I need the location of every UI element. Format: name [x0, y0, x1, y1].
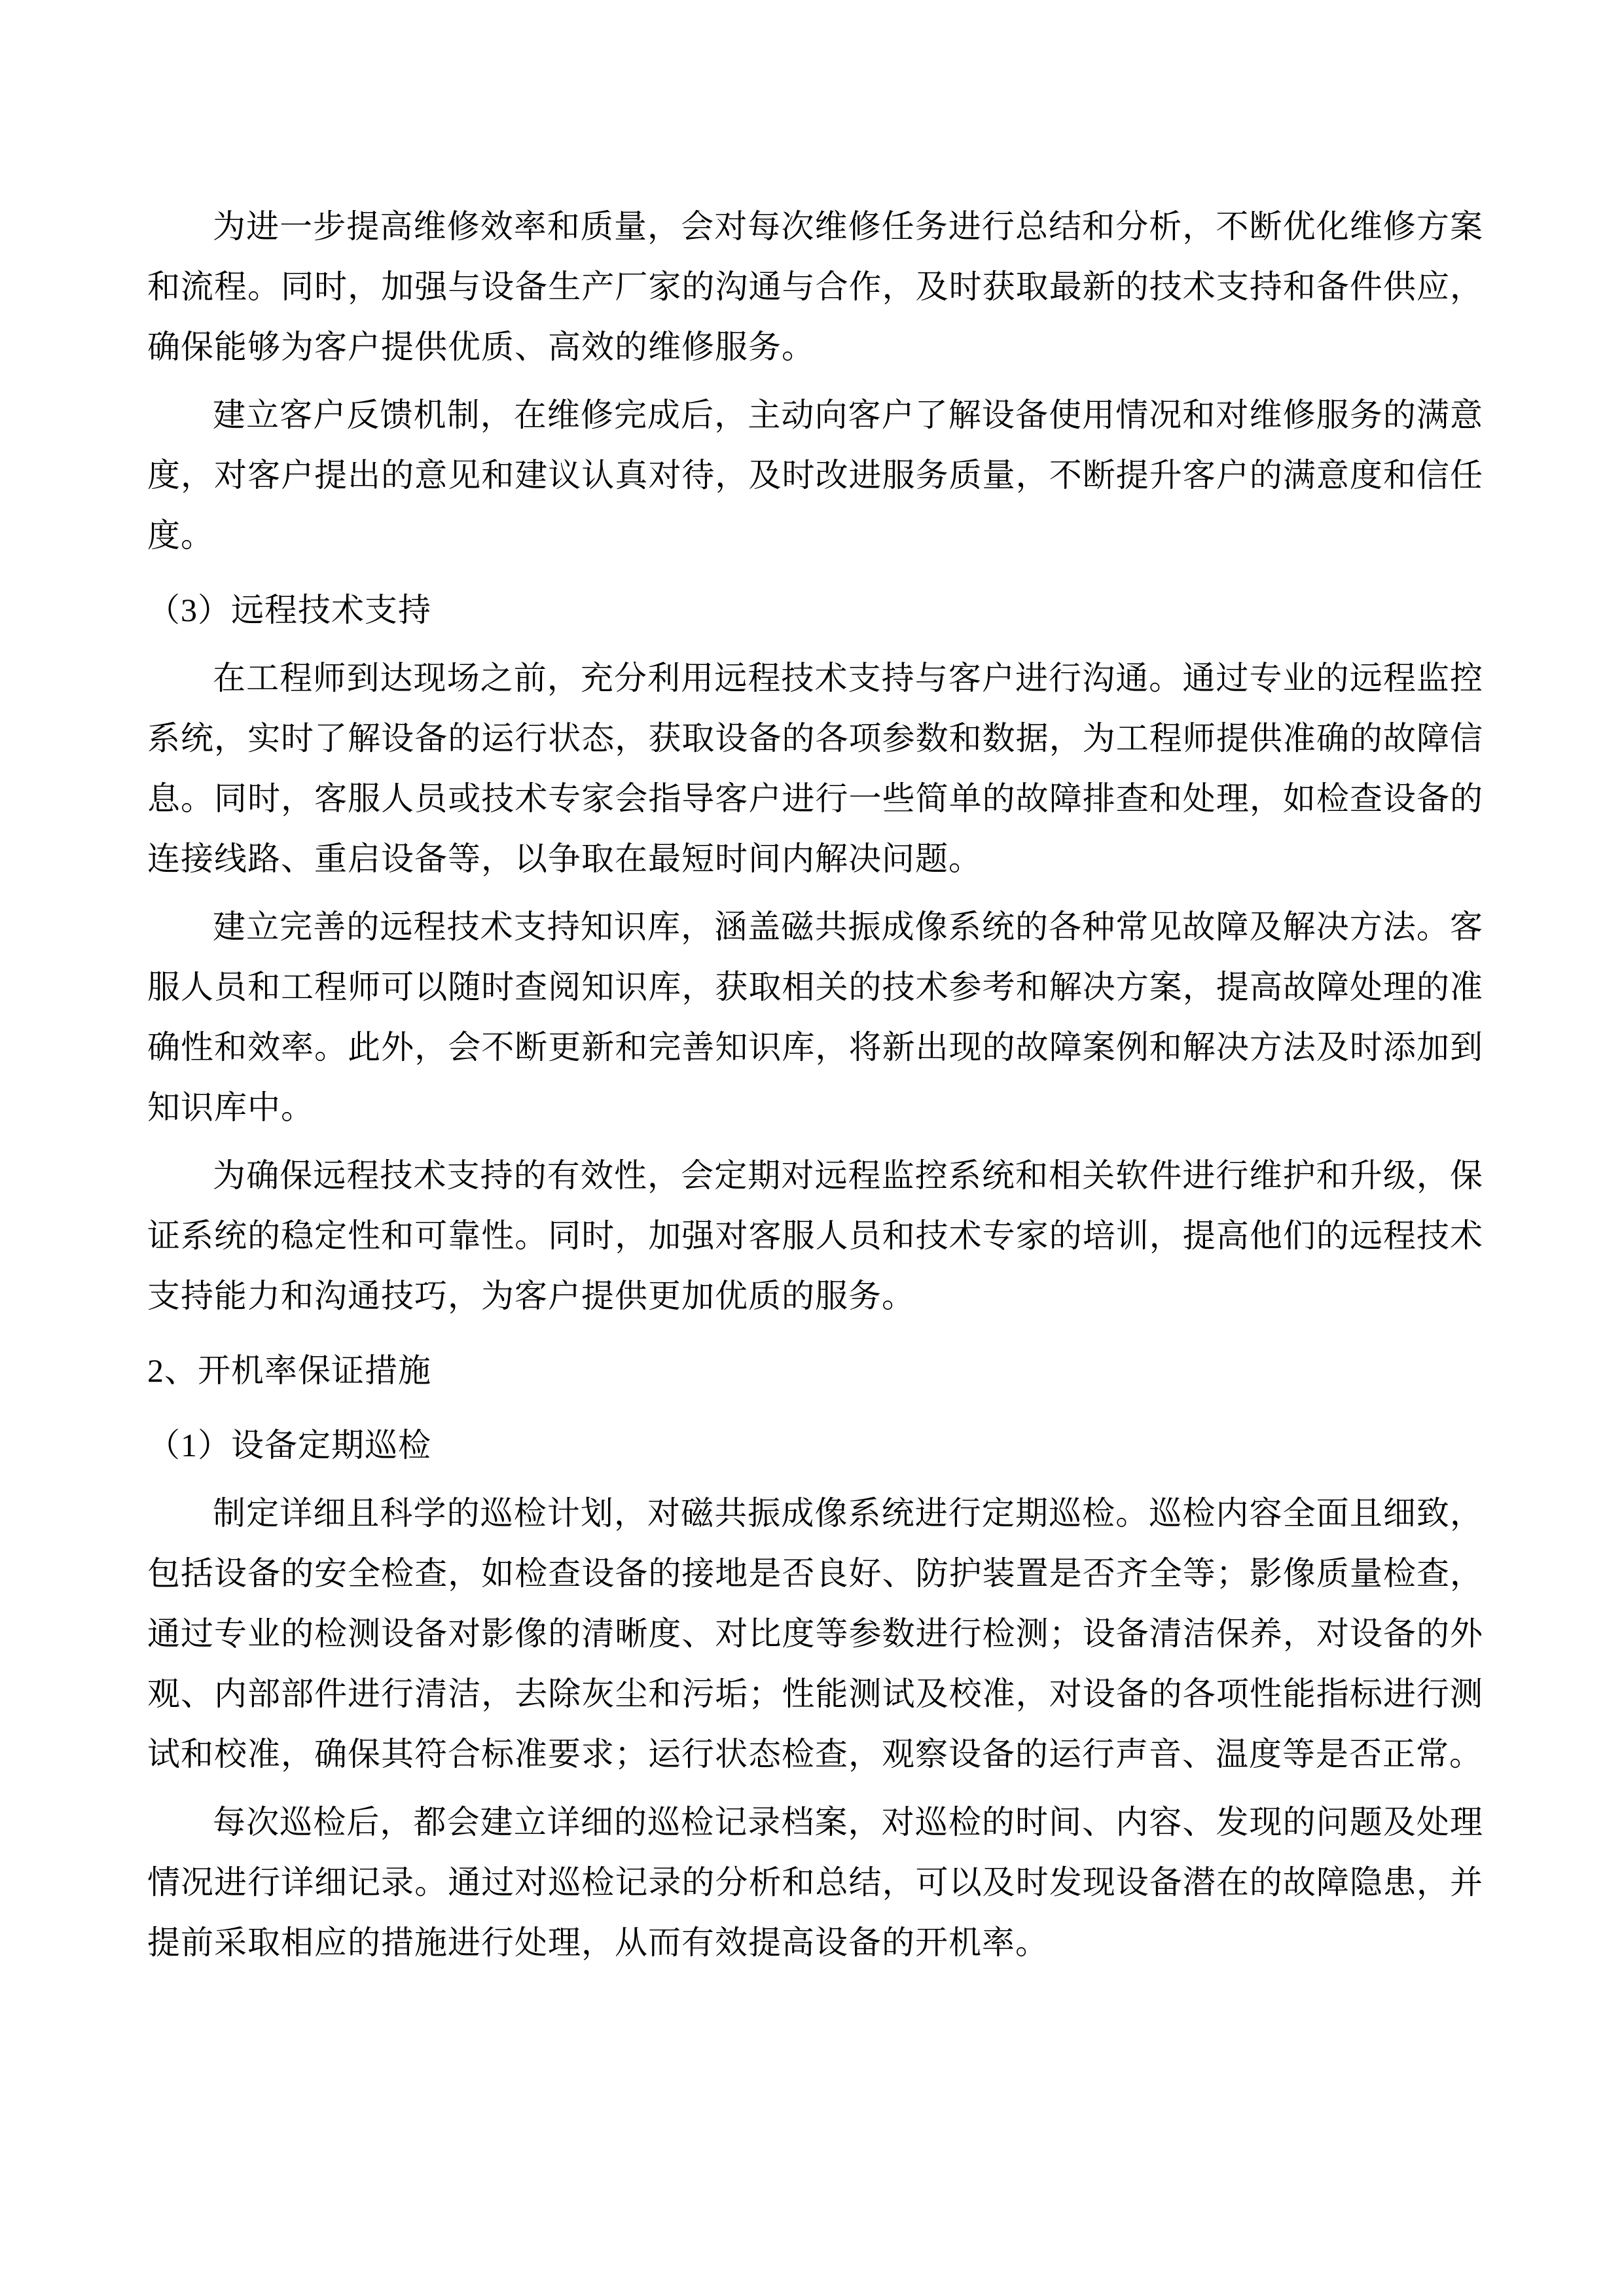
body-paragraph: 制定详细且科学的巡检计划，对磁共振成像系统进行定期巡检。巡检内容全面且细致，包括设备的安全检查，如检查设备的接地是否良好、防护装置是否齐全等；影像质量检查，通过专业的检测设备对影像的清晰度、对比度等参数进行检测；设备清洁保养，对设备的外观、内部部件进行清洁，去除灰尘和污垢；性能测试及校准，对设备的各项性能指标进行测试和校准，确保其符合标准要求；运行状态检查，观察设备的运行声音、温度等是否正常。: [147, 1495, 1483, 1772]
body-paragraph: 为确保远程技术支持的有效性，会定期对远程监控系统和相关软件进行维护和升级，保证系统的稳定性和可靠性。同时，加强对客服人员和技术专家的培训，提高他们的远程技术支持能力和沟通技巧，为客户提供更加优质的服务。: [147, 1157, 1483, 1314]
body-paragraph: 每次巡检后，都会建立详细的巡检记录档案，对巡检的时间、内容、发现的问题及处理情况进行详细记录。通过对巡检记录的分析和总结，可以及时发现设备潜在的故障隐患，并提前采取相应的措施进行处理，从而有效提高设备的开机率。: [147, 1804, 1483, 1961]
section-heading: （3）远程技术支持: [147, 592, 431, 628]
body-paragraph: 建立客户反馈机制，在维修完成后，主动向客户了解设备使用情况和对维修服务的满意度，对客户提出的意见和建议认真对待，及时改进服务质量，不断提升客户的满意度和信任度。: [147, 397, 1483, 554]
document-body: [147, 196, 1483, 1973]
body-paragraph: 为进一步提高维修效率和质量，会对每次维修任务进行总结和分析，不断优化维修方案和流程。同时，加强与设备生产厂家的沟通与合作，及时获取最新的技术支持和备件供应，确保能够为客户提供优质、高效的维修服务。: [147, 208, 1483, 365]
body-paragraph: 在工程师到达现场之前，充分利用远程技术支持与客户进行沟通。通过专业的远程监控系统，实时了解设备的运行状态，获取设备的各项参数和数据，为工程师提供准确的故障信息。同时，客服人员或技术专家会指导客户进行一些简单的故障排查和处理，如检查设备的连接线路、重启设备等，以争取在最短时间内解决问题。: [147, 660, 1483, 877]
section-heading: （1）设备定期巡检: [147, 1427, 431, 1463]
section-heading: 2、开机率保证措施: [147, 1352, 431, 1389]
body-paragraph: 建立完善的远程技术支持知识库，涵盖磁共振成像系统的各种常见故障及解决方法。客服人员和工程师可以随时查阅知识库，获取相关的技术参考和解决方案，提高故障处理的准确性和效率。此外，会不断更新和完善知识库，将新出现的故障案例和解决方法及时添加到知识库中。: [147, 908, 1483, 1126]
